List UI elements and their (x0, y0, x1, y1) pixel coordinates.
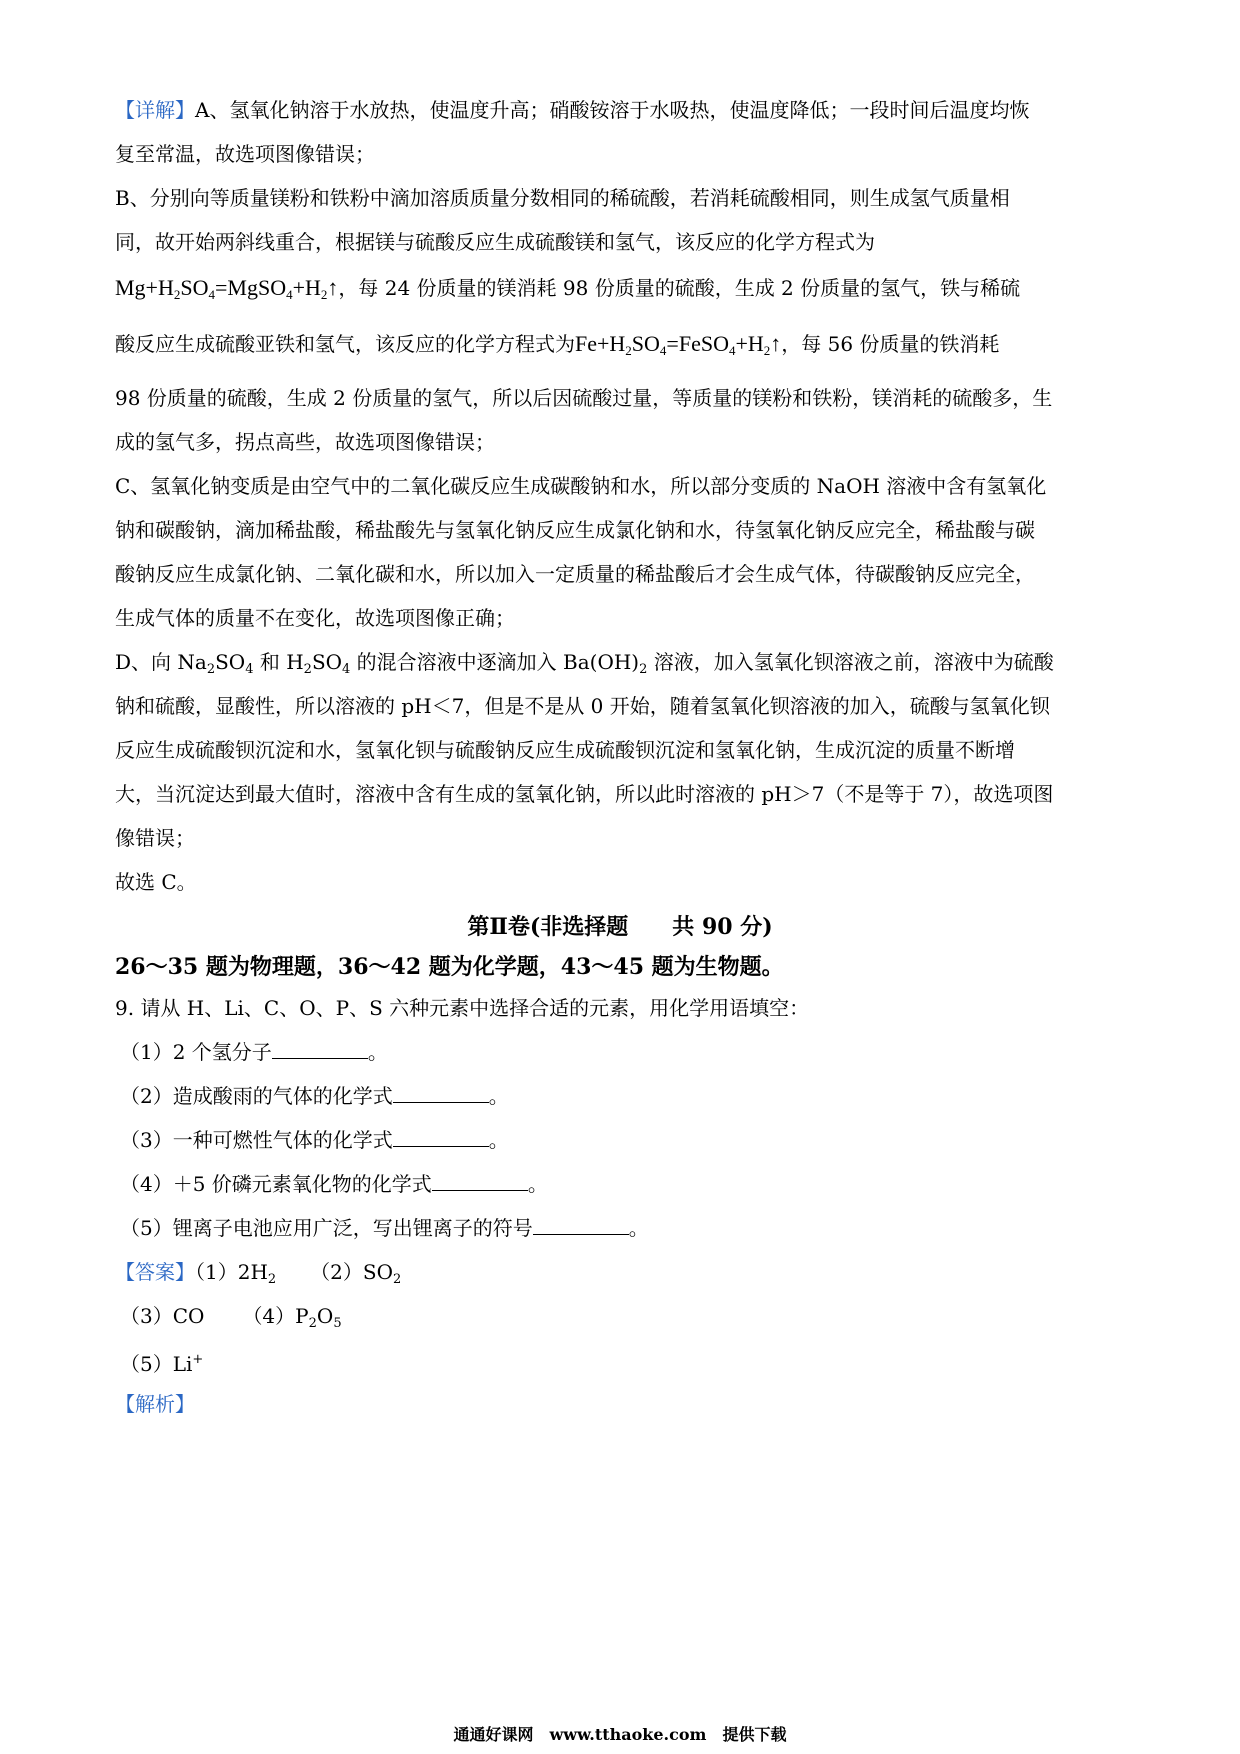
answer-line-2 (120, 1302, 1140, 1338)
answer-sup: + (192, 1352, 204, 1367)
d-sub: 2 (303, 662, 312, 677)
detail-b-line-4 (115, 330, 1135, 365)
answer-5: （5）Li (120, 1352, 193, 1376)
answer-label: 【答案】 (115, 1260, 195, 1284)
eq-head: 酸反应生成硫酸亚铁和氢气，该反应的化学方程式为 (115, 332, 575, 356)
eq-part: +H (292, 275, 321, 300)
eq-sub: 2 (173, 287, 181, 302)
eq-part: +H (735, 331, 764, 356)
question-9-part-4 (120, 1170, 1140, 1198)
question-9-part-1 (120, 1038, 1140, 1066)
detail-b-line-3 (115, 274, 1135, 309)
part-end: 。 (527, 1172, 548, 1196)
part-text: （2）造成酸雨的气体的化学式 (120, 1084, 393, 1108)
analysis-line (115, 1390, 1135, 1418)
part-text: （3）一种可燃性气体的化学式 (120, 1128, 393, 1152)
part-end: 。 (628, 1216, 649, 1240)
answer-4-mid: O (316, 1304, 334, 1328)
section-title: 第Ⅱ卷(非选择题 共 90 分) (467, 914, 773, 940)
detail-a-line-1 (115, 96, 1135, 124)
eq-part: SO (631, 331, 660, 356)
detail-b-line-2: 同，故开始两斜线重合，根据镁与硫酸反应生成硫酸镁和氢气，该反应的化学方程式为 (115, 230, 875, 254)
fe-equation (575, 331, 781, 356)
detail-label: 【详解】 (115, 98, 195, 122)
question-9-part-2 (120, 1082, 1140, 1110)
eq-tail: ，每 24 份质量的镁消耗 98 份质量的硫酸，生成 2 份质量的氢气，铁与稀硫 (338, 276, 1021, 300)
answer-blank[interactable] (432, 1170, 528, 1191)
answer-sub: 5 (333, 1316, 342, 1331)
answer-line-3 (120, 1346, 1140, 1378)
detail-c-line-2: 钠和碳酸钠，滴加稀盐酸，稀盐酸先与氢氧化钠反应生成氯化钠和水，待氢氧化钠反应完全，稀盐酸与碳 (115, 518, 1035, 542)
detail-b-line-5: 98 份质量的硫酸，生成 2 份质量的氢气，所以后因硫酸过量，等质量的镁粉和铁粉，镁消耗的硫酸多，生 (115, 386, 1053, 410)
answer-blank[interactable] (533, 1214, 629, 1235)
gas-arrow: ↑ (327, 275, 339, 300)
eq-sub: 2 (320, 287, 328, 302)
d-sub: 2 (639, 662, 648, 677)
question-9-part-5 (120, 1214, 1140, 1242)
eq-part: =MgSO (214, 275, 287, 300)
part-end: 。 (367, 1040, 388, 1064)
d-sub: 4 (245, 662, 254, 677)
detail-d-line-4: 大，当沉淀达到最大值时，溶液中含有生成的氢氧化钠，所以此时溶液的 pH＞7（不是等于 7），故选项图 (115, 782, 1054, 806)
answer-blank[interactable] (272, 1038, 368, 1059)
d-part: SO (311, 650, 343, 674)
d-part: D、向 Na (115, 650, 207, 674)
eq-part: Fe+H (575, 331, 626, 356)
detail-c-line-3: 酸钠反应生成氯化钠、二氧化碳和水，所以加入一定质量的稀盐酸后才会生成气体，待碳酸钠反应完全， (115, 562, 1035, 586)
eq-sub: 4 (208, 287, 215, 302)
detail-a-line-2: 复至常温，故选项图像错误； (115, 142, 375, 166)
answer-1: （1）2H (195, 1260, 268, 1284)
detail-d-line-3: 反应生成硫酸钡沉淀和水，氢氧化钡与硫酸钠反应生成硫酸钡沉淀和氢氧化钠，生成沉淀的质量不断增 (115, 738, 1015, 762)
d-part: 的混合溶液中逐滴加入 Ba(OH) (350, 650, 640, 674)
answer-line-1 (115, 1258, 1135, 1294)
answer-4: （4）P (242, 1304, 309, 1328)
detail-b-line-1: B、分别向等质量镁粉和铁粉中滴加溶质质量分数相同的稀硫酸，若消耗硫酸相同，则生成氢气质量相 (115, 186, 1010, 210)
answer-sub: 2 (267, 1272, 277, 1287)
question-9-stem: 9. 请从 H、Li、C、O、P、S 六种元素中选择合适的元素，用化学用语填空： (115, 996, 810, 1020)
detail-text: A、氢氧化钠溶于水放热，使温度升高；硝酸铵溶于水吸热，使温度降低；一段时间后温度均恢 (195, 98, 1030, 122)
eq-part: SO (180, 275, 209, 300)
eq-part: =FeSO (666, 331, 729, 356)
detail-b-line-6: 成的氢气多，拐点高些，故选项图像错误； (115, 430, 495, 454)
eq-sub: 2 (625, 343, 632, 358)
part-end: 。 (488, 1128, 509, 1152)
answer-3: （3）CO (120, 1304, 205, 1328)
detail-conclusion: 故选 C。 (115, 870, 197, 894)
eq-sub: 4 (286, 287, 293, 302)
part-text: （1）2 个氢分子 (120, 1040, 272, 1064)
answer-blank[interactable] (393, 1082, 489, 1103)
answer-blank[interactable] (393, 1126, 489, 1147)
question-9-part-3 (120, 1126, 1140, 1154)
answer-2: （2）SO (310, 1260, 393, 1284)
eq-sub: 2 (763, 343, 771, 358)
mg-equation (115, 275, 338, 300)
detail-d-line-2: 钠和硫酸，显酸性，所以溶液的 pH＜7，但是不是从 0 开始，随着氢氧化钡溶液的加入，硫酸与氢氧化钡 (115, 694, 1050, 718)
detail-c-line-4: 生成气体的质量不在变化，故选项图像正确； (115, 606, 515, 630)
analysis-label: 【解析】 (115, 1392, 195, 1416)
page-footer: 通通好课网 www.tthaoke.com 提供下载 (453, 1725, 787, 1744)
d-sub: 4 (342, 662, 351, 677)
eq-sub: 4 (728, 343, 736, 358)
d-part: 和 H (253, 650, 304, 674)
d-part: SO (215, 650, 246, 674)
part-end: 。 (488, 1084, 509, 1108)
answer-sub: 2 (393, 1272, 402, 1287)
detail-d-line-1 (115, 648, 1135, 684)
detail-d-line-5: 像错误； (115, 826, 195, 850)
part-text: （5）锂离子电池应用广泛，写出锂离子的符号 (120, 1216, 533, 1240)
d-part: 溶液，加入氢氧化钡溶液之前，溶液中为硫酸 (647, 650, 1054, 674)
eq-part: Mg+H (115, 275, 174, 300)
part-text: （4）＋5 价磷元素氧化物的化学式 (120, 1172, 432, 1196)
section-subtitle: 26～35 题为物理题，36～42 题为化学题，43～45 题为生物题。 (115, 954, 784, 980)
gas-arrow: ↑ (770, 331, 782, 356)
answer-sub: 2 (308, 1316, 317, 1331)
detail-c-line-1: C、氢氧化钠变质是由空气中的二氧化碳反应生成碳酸钠和水，所以部分变质的 NaOH 溶液中含有氢氧化 (115, 474, 1047, 498)
d-sub: 2 (206, 662, 216, 677)
eq-sub: 4 (659, 343, 667, 358)
eq-tail: ，每 56 份质量的铁消耗 (781, 332, 1000, 356)
